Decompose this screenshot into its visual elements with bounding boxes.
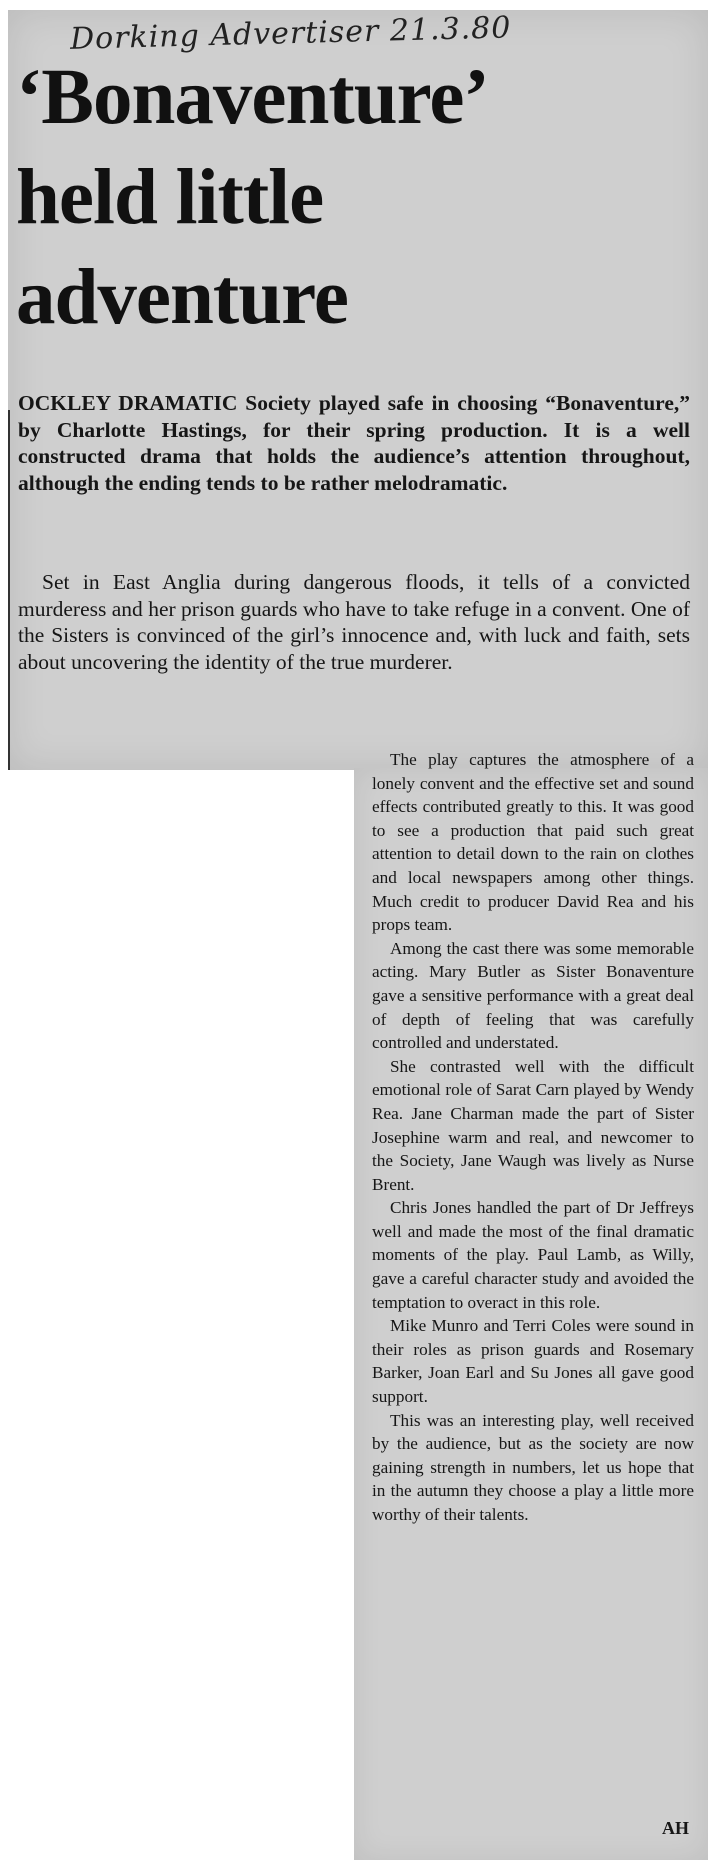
body-paragraph-setting: Set in East Anglia during dangerous floods, it tells of a convicted murderess and her prison guards who have to take refuge in a convent. One of the Sisters is convinced of the girl’s innocence and, with luck and faith, sets about uncovering the identity of the true murderer. (18, 570, 690, 674)
lead-paragraph: OCKLEY DRAMATIC Society played safe in choosing “Bonaventure,” by Charlotte Hastings, for their spring production. It is a well constructed drama that holds the audience’s attention throughout, although the ending tends to be rather melodramatic. (18, 391, 690, 495)
column-paragraph: Chris Jones handled the part of Dr Jeffreys well and made the most of the final dramatic moments of the play. Paul Lamb, as Willy, gave a careful character study and avoided the temptation to overact in this role. (372, 1198, 694, 1312)
handwritten-note: Dorking Advertiser 21.3.80 (69, 10, 512, 57)
column-paragraph: This was an interesting play, well received by the audience, but as the society are now gaining strength in numbers, let us hope that in the autumn they choose a play a little more worthy of their talents. (372, 1410, 694, 1524)
headline-line-3: adventure (16, 254, 348, 341)
article-column (372, 748, 694, 1527)
column-paragraph: Mike Munro and Terri Coles were sound in their roles as prison guards and Rosemary Barker, Joan Earl and Su Jones all gave good support. (372, 1316, 694, 1407)
headline (16, 48, 706, 348)
headline-line-2: held little (16, 154, 324, 241)
column-paragraph: Among the cast there was some memorable acting. Mary Butler as Sister Bonaventure gave a sensitive performance with a great deal of depth of feeling that was carefully controlled and understated. (372, 938, 694, 1053)
headline-line-1: ‘Bonaventure’ (16, 54, 489, 141)
column-paragraph: The play captures the atmosphere of a lonely convent and the effective set and sound effects contributed greatly to this. It was good to see a production that paid such great attention to detail down to the rain on clothes and local newspapers among other things. Much credit to producer David Rea and his props team. (372, 750, 694, 935)
author-initials: AH (662, 1818, 689, 1838)
clipping-edge-line (8, 410, 10, 770)
column-paragraph: She contrasted well with the difficult emotional role of Sarat Carn played by Wendy Rea. Jane Charman made the part of Sister Josephine warm and real, and newcomer to the Society, Jane Waugh was lively as Nurse Brent. (372, 1056, 694, 1194)
